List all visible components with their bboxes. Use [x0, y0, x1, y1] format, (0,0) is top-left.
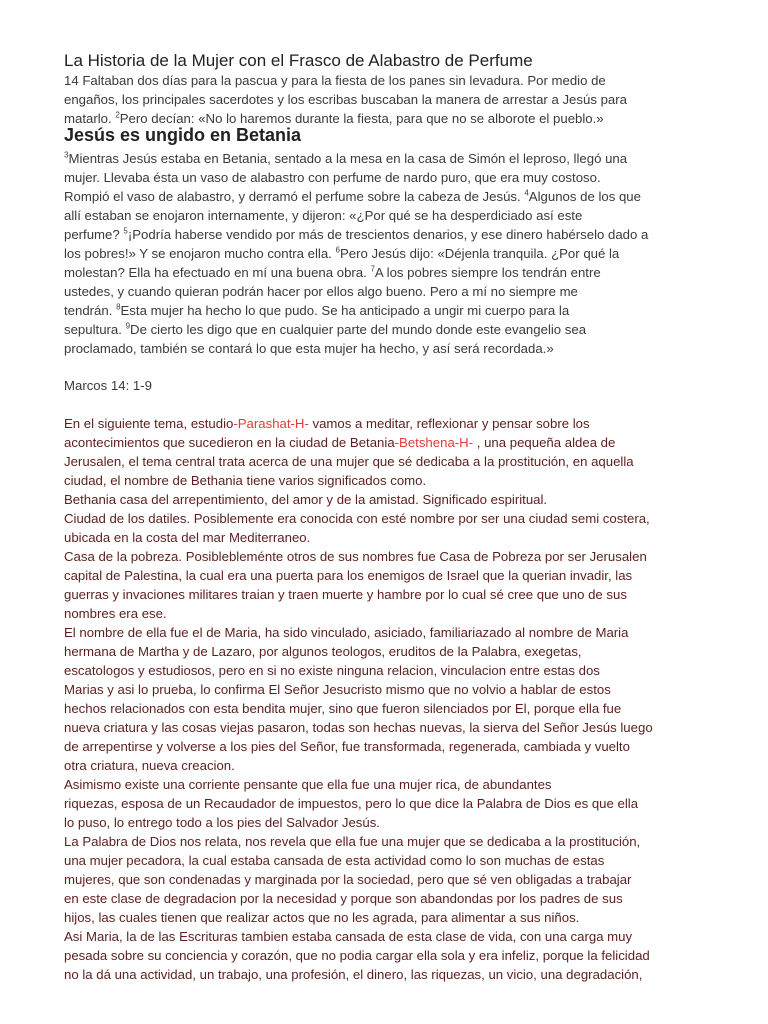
- passage-line: [64, 225, 724, 244]
- study-line: hermana de Martha y de Lazaro, por algunos teologos, eruditos de la Palabra, exegetas,: [64, 644, 582, 659]
- passage-line: [64, 282, 724, 301]
- study-line: [64, 414, 724, 433]
- study-line: no la dá una actividad, un trabajo, una profesión, el dinero, las riquezas, un vicio, una degradación,: [64, 967, 643, 982]
- study-line: hijos, las cuales tienen que realizar actos que no les agrada, para alimentar a sus niños.: [64, 910, 580, 925]
- passage-line: [64, 149, 724, 168]
- study-line: [64, 433, 724, 452]
- text: 14 Faltaban dos días para la pascua y para la fiesta de los panes sin levadura. Por medio de: [64, 73, 606, 88]
- highlight-term: -Parashat-H-: [233, 416, 309, 431]
- text: mujer. Llevaba ésta un vaso de alabastro con perfume de nardo puro, que era muy costoso.: [64, 170, 601, 185]
- intro-line: [64, 90, 724, 109]
- intro-line: [64, 71, 724, 90]
- text: matarlo.: [64, 111, 116, 126]
- study-line: guerras y invaciones militares traian y traen muerte y hambre por lo cual sé cree que uno de sus: [64, 587, 627, 602]
- study-line: mujeres, que son condenadas y marginada por la sociedad, pero que sé ven obligadas a trabajar: [64, 872, 632, 887]
- text: molestan? Ella ha efectuado en mí una buena obra.: [64, 265, 371, 280]
- study-line: Marias y asi lo prueba, lo confirma El Señor Jesucristo mismo que no volvio a hablar de estos: [64, 682, 611, 697]
- passage-line: [64, 187, 724, 206]
- study-line: otra criatura, nueva creacion.: [64, 758, 235, 773]
- passage-line: [64, 320, 724, 339]
- study-line: lo puso, lo entrego todo a los pies del Salvador Jesús.: [64, 815, 380, 830]
- text: Algunos de los que: [528, 189, 641, 204]
- study-line: ubicada en la costa del mar Mediterraneo.: [64, 530, 311, 545]
- passage-line: [64, 244, 724, 263]
- text: tendrán.: [64, 303, 117, 318]
- study-line: nueva criatura y las cosas viejas pasaron, todas son hechas nuevas, la sierva del Señor Jesús luego: [64, 720, 653, 735]
- verse-number: 6: [335, 245, 340, 255]
- text: los pobres!» Y se enojaron mucho contra ella.: [64, 246, 336, 261]
- passage-line: [64, 263, 724, 282]
- study-line: Ciudad de los datiles. Posiblemente era conocida con esté nombre por ser una ciudad semi costera,: [64, 511, 650, 526]
- study-line: Asimismo existe una corriente pensante que ella fue una mujer rica, de abundantes: [64, 777, 552, 792]
- page-title: La Historia de la Mujer con el Frasco de Alabastro de Perfume: [64, 51, 533, 70]
- study-line: riquezas, esposa de un Recaudador de impuestos, pero lo que dice la Palabra de Dios es que ella: [64, 796, 639, 811]
- verse-number: 2: [115, 110, 120, 120]
- verse-number: 5: [123, 226, 128, 236]
- study-line: Jerusalen, el tema central trata acerca de una mujer que sé dedicaba a la prostitución, en aquella: [64, 454, 634, 469]
- verse-number: 3: [64, 150, 69, 160]
- text: Rompió el vaso de alabastro, y derramó el perfume sobre la cabeza de Jesús.: [64, 189, 525, 204]
- study-line: en este clase de degradacion por la necesidad y porque son abandondas por los padres de sus: [64, 891, 623, 906]
- study-line: pesada sobre su conciencia y corazón, que no podia cargar ella sola y era infeliz, porque la felicidad: [64, 948, 650, 963]
- verse-number: 9: [125, 321, 131, 331]
- study-line: Bethania casa del arrepentimiento, del amor y de la amistad. Significado espiritual.: [64, 492, 548, 507]
- verse-number: 7: [370, 264, 375, 274]
- text: , una pequeña aldea de: [473, 435, 616, 450]
- text: En el siguiente tema, estudio: [64, 416, 234, 431]
- passage-line: [64, 206, 724, 225]
- verse-number: 4: [524, 188, 529, 198]
- section-heading: Jesús es ungido en Betania: [64, 125, 302, 145]
- text: ¡Podría haberse vendido por más de trescientos denarios, y ese dinero habérselo dado a: [127, 227, 649, 242]
- verse-number: 8: [116, 302, 121, 312]
- text: sepultura.: [64, 322, 126, 337]
- text: vamos a meditar, reflexionar y pensar sobre los: [308, 416, 590, 431]
- text: acontecimientos que sucedieron en la ciudad de Betania: [64, 435, 395, 450]
- study-line: escatologos y estudiosos, pero en si no existe ninguna relacion, vinculacion entre estas dos: [64, 663, 600, 678]
- passage-line: [64, 339, 724, 358]
- study-line: nombres era ese.: [64, 606, 167, 621]
- study-line: hechos relacionados con esta bendita mujer, sino que fueron silenciados por El, porque ella fue: [64, 701, 622, 716]
- text: A los pobres siempre los tendrán entre: [374, 265, 601, 280]
- study-line: Asi Maria, la de las Escrituras tambien estaba cansada de esta clase de vida, con una carga muy: [64, 929, 633, 944]
- study-line: La Palabra de Dios nos relata, nos revela que ella fue una mujer que se dedicaba a la prostitución,: [64, 834, 641, 849]
- study-line: capital de Palestina, la cual era una puerta para los enemigos de Israel que la querian invadir, las: [64, 568, 633, 583]
- study-line: de arrepentirse y volverse a los pies del Señor, fue transformada, regenerada, cambiada y vuelto: [64, 739, 630, 754]
- text: allí estaban se enojaron internamente, y dijeron: «¿Por qué se ha desperdiciado así este: [64, 208, 583, 223]
- text: Esta mujer ha hecho lo que pudo. Se ha anticipado a ungir mi cuerpo para la: [120, 303, 570, 318]
- study-line: Casa de la pobreza. Posiblebleménte otros de sus nombres fue Casa de Pobreza por ser Jerusalen: [64, 549, 647, 564]
- text: Pero Jesús dijo: «Déjenla tranquila. ¿Por qué la: [339, 246, 620, 261]
- text: Mientras Jesús estaba en Betania, sentado a la mesa en la casa de Simón el leproso, llegó una: [68, 151, 628, 166]
- text: De cierto les digo que en cualquier parte del mundo donde este evangelio sea: [130, 322, 587, 337]
- passage-line: [64, 301, 724, 320]
- highlight-term: -Betshena-H-: [394, 435, 474, 450]
- scripture-reference: Marcos 14: 1-9: [64, 378, 152, 393]
- text: ustedes, y cuando quieran podrán hacer por ellos algo bueno. Pero a mí no siempre me: [64, 284, 578, 299]
- passage-line: [64, 168, 724, 187]
- study-line: una mujer pecadora, la cual estaba cansada de esta actividad como lo son muchas de estas: [64, 853, 605, 868]
- study-line: El nombre de ella fue el de Maria, ha sido vinculado, asiciado, familiariazado al nombre de Maria: [64, 625, 629, 640]
- text: proclamado, también se contará lo que esta mujer ha hecho, y así será recordada.»: [64, 341, 554, 356]
- text: engaños, los principales sacerdotes y los escribas buscaban la manera de arrestar a Jesús para: [64, 92, 627, 107]
- text: Pero decían: «No lo haremos durante la fiesta, para que no se alborote el pueblo.»: [119, 111, 604, 126]
- study-line: ciudad, el nombre de Bethania tiene varios significados como.: [64, 473, 427, 488]
- text: perfume?: [64, 227, 124, 242]
